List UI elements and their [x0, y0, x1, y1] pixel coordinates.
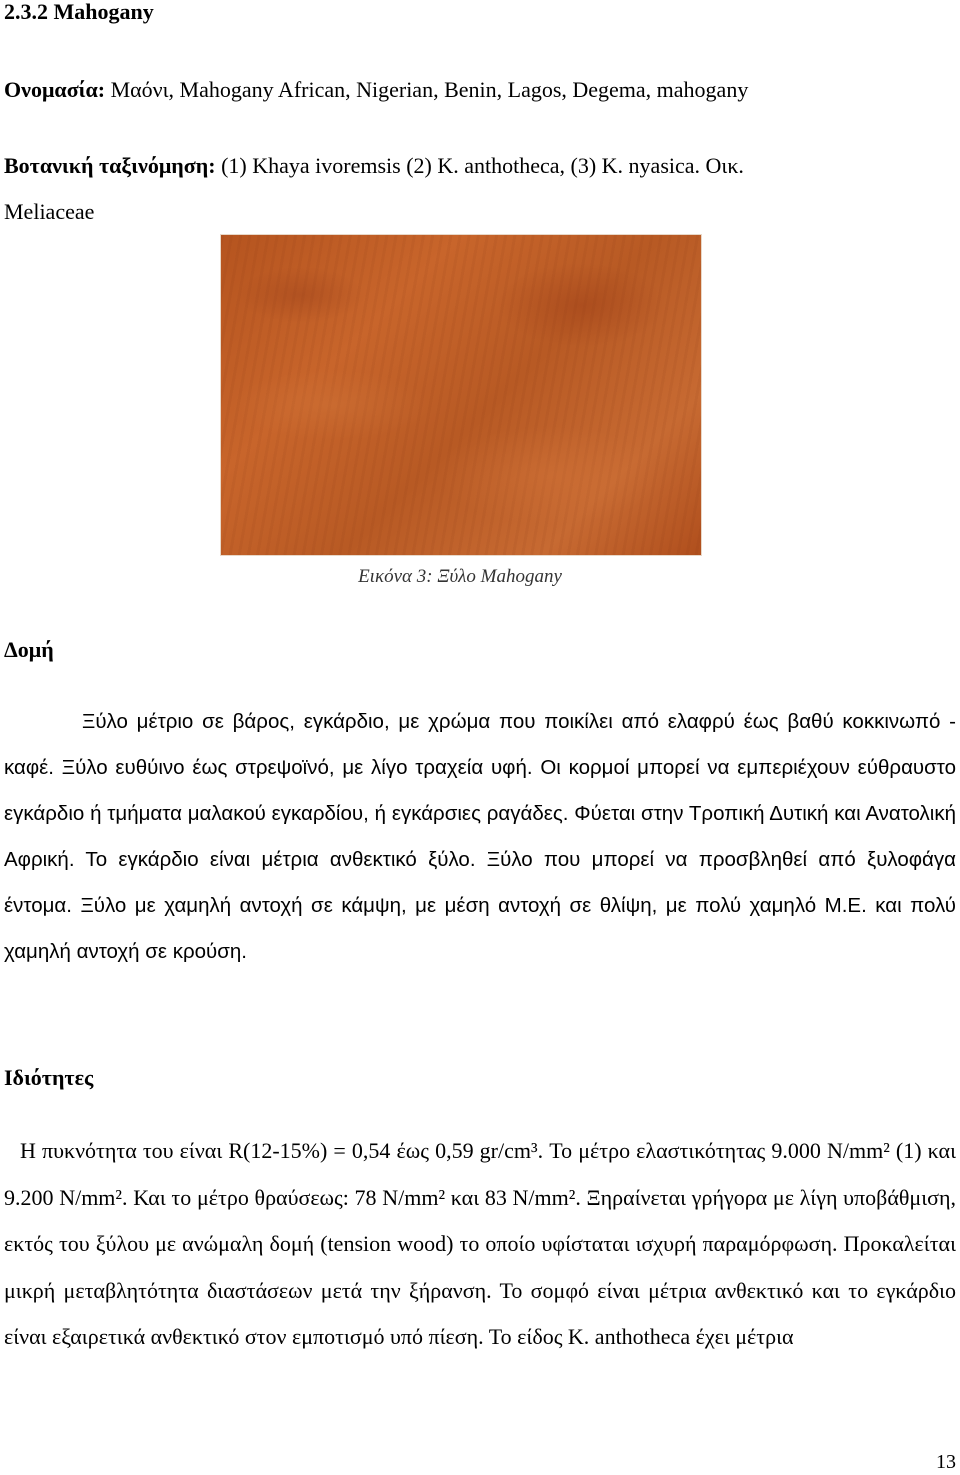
figure-caption: Εικόνα 3: Ξύλο Mahogany [358, 566, 562, 587]
naming-value: Μαόνι, Mahogany African, Nigerian, Benin, Lagos, Degema, mahogany [105, 77, 749, 102]
classification-continuation: Meliaceae [4, 199, 95, 224]
section-title: 2.3.2 Mahogany [4, 0, 154, 24]
naming-label: Ονομασία: [4, 77, 106, 102]
page-number: 13 [936, 1451, 956, 1473]
structure-paragraph: Ξύλο μέτριο σε βάρος, εγκάρδιο, με χρώμα που ποικίλει από ελαφρύ έως βαθύ κοκκινωπό - καφέ. Ξύλο ευθύινο έως στρεψοϊνό, με λίγο τραχεία υφή. Οι κορμοί μπορεί να εμπεριέχουν εύθραυστο εγκάρδιο ή τμήματα μαλακού εγκαρδίου, ή εγκάρσιες ραγάδες. Φύεται στην Τροπική Δυτική και Ανατολική Αφρική. Το εγκάρδιο είναι μέτρια ανθεκτικό ξύλο. Ξύλο που μπορεί να προσβληθεί από ξυλοφάγα έντομα. Ξύλο με χαμηλή αντοχή σε κάμψη, με μέση αντοχή σε θλίψη, με πολύ χαμηλό Μ.Ε. και πολύ χαμηλή αντοχή σε κρούση. [4, 710, 956, 963]
mahogany-wood-image [220, 234, 702, 556]
classification-line [4, 152, 744, 180]
structure-heading: Δομή [4, 637, 54, 662]
properties-paragraph: Η πυκνότητα του είναι R(12-15%) = 0,54 έως 0,59 gr/cm³. Το μέτρο ελαστικότητας 9.000 N/mm² (1) και 9.200 N/mm². Και το μέτρο θραύσεως: 78 N/mm² και 83 N/mm². Ξηραίνεται γρήγορα με λίγη υποβάθμιση, εκτός του ξύλου με ανώμαλη δομή (tension wood) το οποίο υφίσταται ισχυρή παραμόρφωση. Προκαλείται μικρή μεταβλητότητα διαστάσεων μετά την ξήρανση. Το σομφό είναι μέτρια ανθεκτικό και το εγκάρδιο είναι εξαιρετικά ανθεκτικό στον εμποτισμό υπό πίεση. Το είδος K. anthotheca έχει μέτρια [4, 1138, 956, 1349]
naming-line [4, 76, 748, 104]
classification-label: Βοτανική ταξινόμηση: [4, 153, 216, 178]
classification-value: (1) Khaya ivoremsis (2) K. anthotheca, (3) K. nyasica. Οικ. [215, 153, 744, 178]
properties-heading: Ιδιότητες [4, 1065, 94, 1090]
